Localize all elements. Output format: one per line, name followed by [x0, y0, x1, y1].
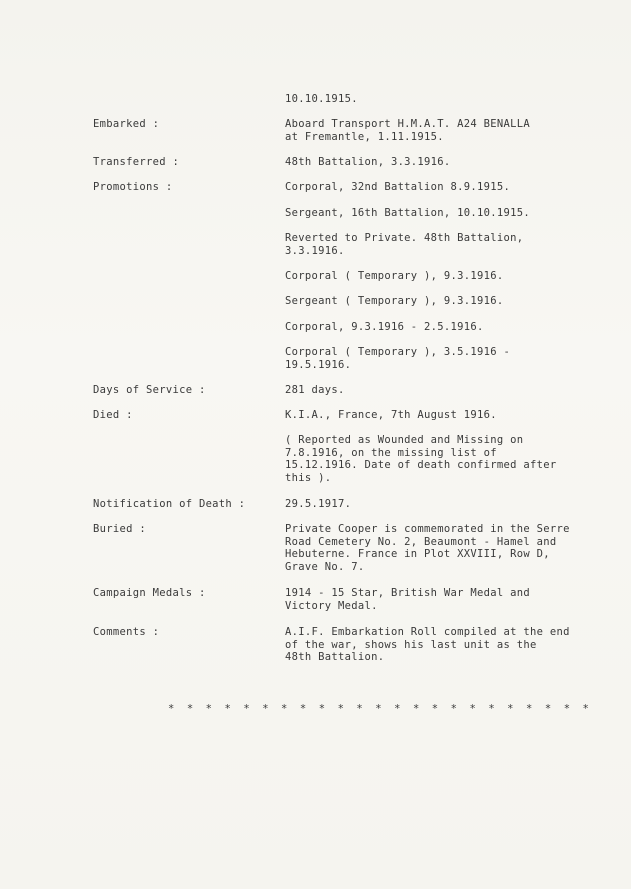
top-date: 10.10.1915.	[285, 93, 358, 105]
entry-value: Sergeant, 16th Battalion, 10.10.1915.	[285, 207, 530, 219]
entry-value: Corporal, 9.3.1916 - 2.5.1916.	[285, 321, 484, 333]
entry-value: ( Reported as Wounded and Missing on 7.8.1916, on the missing list of 15.12.1916. Date of death confirmed after this ).	[285, 434, 557, 484]
entry-value: Corporal, 32nd Battalion 8.9.1915.	[285, 181, 511, 193]
entry-value: Aboard Transport H.M.A.T. A24 BENALLA at Fremantle, 1.11.1915.	[285, 118, 530, 143]
entry-value: K.I.A., France, 7th August 1916.	[285, 409, 497, 421]
entry-value: Corporal ( Temporary ), 9.3.1916.	[285, 270, 504, 282]
entry-value: Sergeant ( Temporary ), 9.3.1916.	[285, 295, 504, 307]
entry-label: Days of Service :	[93, 384, 206, 396]
entry-value: 1914 - 15 Star, British War Medal and Victory Medal.	[285, 587, 530, 612]
entry-label: Died :	[93, 409, 133, 421]
entry-value: Private Cooper is commemorated in the Serre Road Cemetery No. 2, Beaumont - Hamel and Hebuterne. France in Plot XXVIII, Row D, Grave No. 7.	[285, 523, 570, 573]
entry-value: 48th Battalion, 3.3.1916.	[285, 156, 451, 168]
entry-value: 29.5.1917.	[285, 498, 352, 510]
entry-label: Notification of Death :	[93, 498, 246, 510]
entry-value: Reverted to Private. 48th Battalion, 3.3.1916.	[285, 232, 524, 257]
entry-value: 281 days.	[285, 384, 345, 396]
entry-label: Transferred :	[93, 156, 180, 168]
entry-label: Campaign Medals :	[93, 587, 206, 599]
entry-value: Corporal ( Temporary ), 3.5.1916 - 19.5.1916.	[285, 346, 511, 371]
entry-label: Buried :	[93, 523, 146, 535]
entry-label: Promotions :	[93, 181, 173, 193]
entry-value: A.I.F. Embarkation Roll compiled at the end of the war, shows his last unit as the 48th Battalion.	[285, 626, 570, 663]
entry-label: Comments :	[93, 626, 160, 638]
footer-stars: * * * * * * * * * * * * * * * * * * * * * * *	[168, 703, 592, 715]
entry-label: Embarked :	[93, 118, 160, 130]
